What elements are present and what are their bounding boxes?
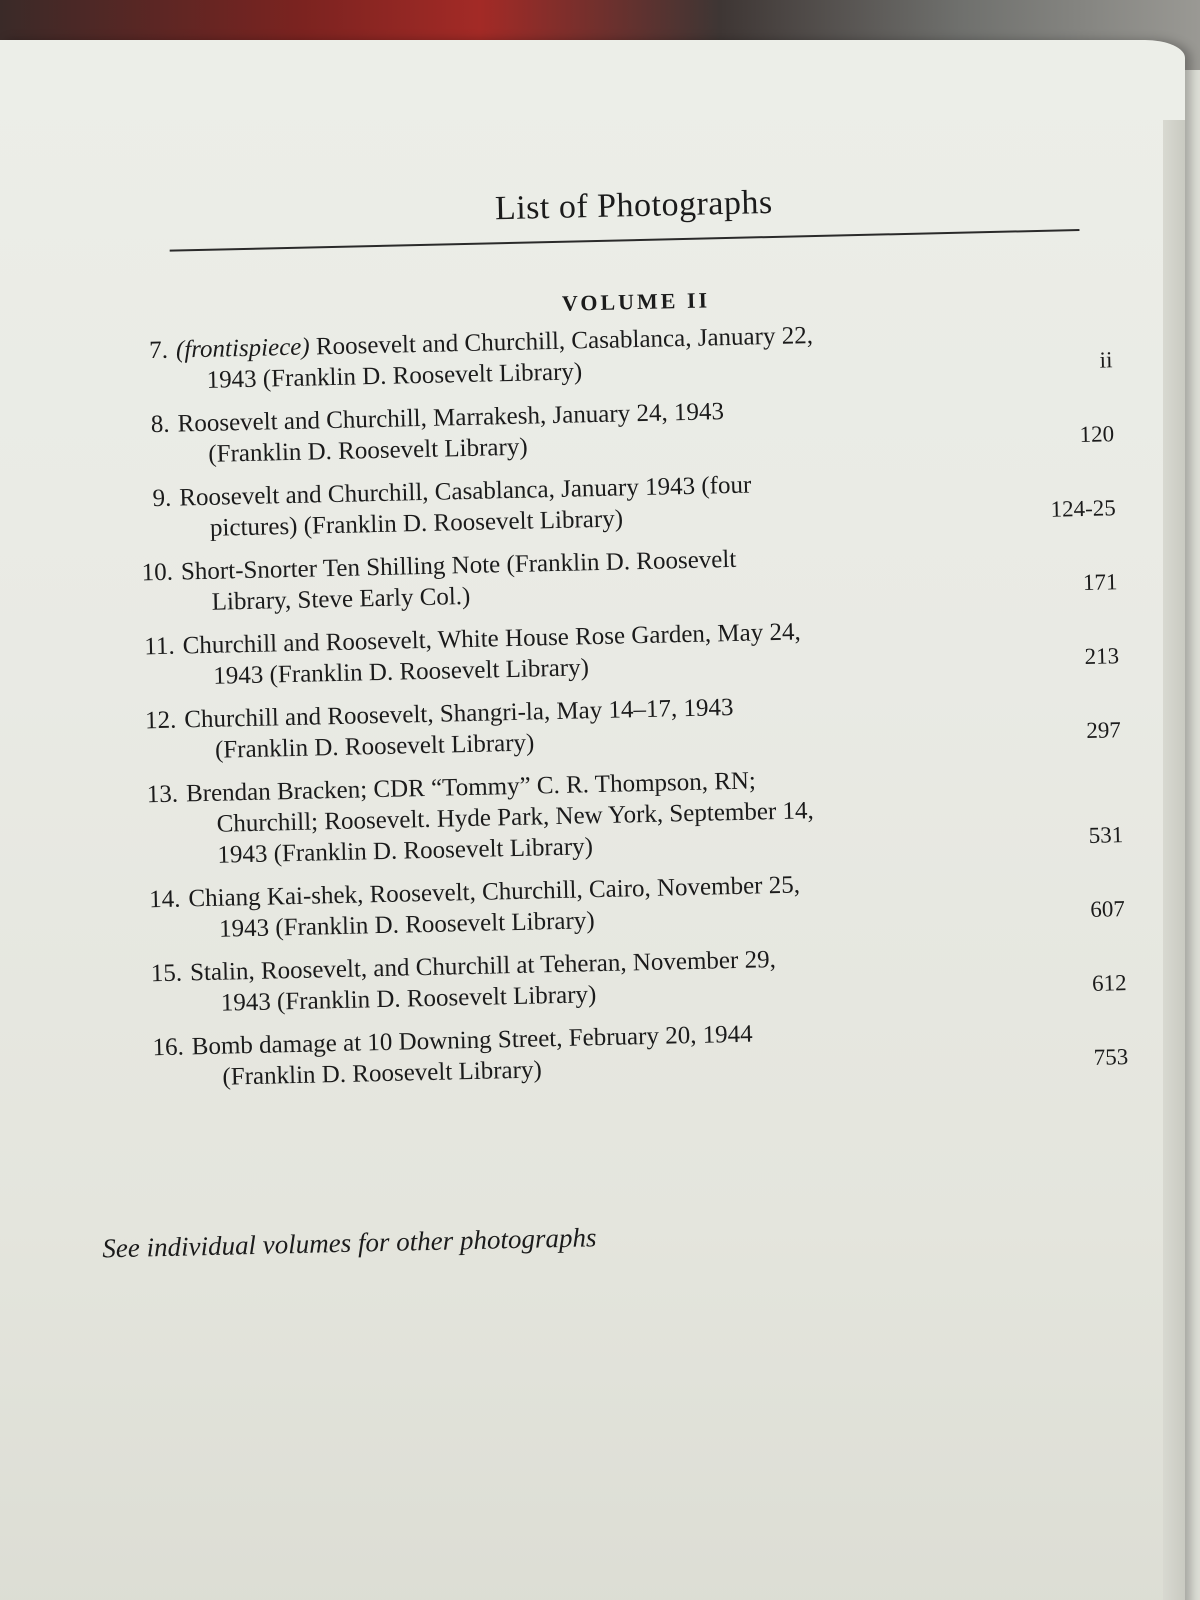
entry-line-2: 1943 (Franklin D. Roosevelt Library) [213,654,590,690]
list-item [126,936,1127,1021]
entry-line-1: Roosevelt and Churchill, Casablanca, January 22, [309,322,814,361]
entry-line-1: Churchill and Roosevelt, Shangri-la, May 14–17, 1943 [184,693,734,734]
list-item [127,1010,1128,1095]
entry-page-number: 120 [1079,421,1115,448]
entry-page-number: 124-25 [1050,495,1117,522]
entry-line-1: Brendan Bracken; CDR “Tommy” C. R. Thompson, RN; [185,767,757,808]
entry-line-2: (Franklin D. Roosevelt Library) [214,729,535,764]
entry-line-2: Library, Steve Early Col.) [211,582,471,616]
entry-number: 10. [141,558,174,587]
entry-line-2: 1943 (Franklin D. Roosevelt Library) [206,358,583,394]
entry-caption [175,390,998,471]
entry-line-1: Roosevelt and Churchill, Marrakesh, January 24, 1943 [177,398,725,438]
entry-number: 9. [152,484,172,513]
entry-line-3: 1943 (Franklin D. Roosevelt Library) [217,833,594,869]
entry-number: 8. [150,410,170,439]
entry-line-2: 1943 (Franklin D. Roosevelt Library) [220,981,597,1017]
list-item [124,862,1125,947]
entry-caption [174,316,997,397]
entry-page-number: ii [1099,347,1113,373]
photo-list [112,313,1129,1106]
entry-line-1: Stalin, Roosevelt, and Churchill at Teheran, November 29, [189,946,777,987]
entry-line-1: Short-Snorter Ten Shilling Note (Franklin D. Roosevelt [180,545,737,586]
entry-caption [179,538,1002,619]
list-item [112,313,1113,398]
volume-heading: VOLUME II [561,287,711,316]
entry-page-number: 531 [1088,822,1124,848]
entry-italic-prefix: (frontispiece) [175,333,310,364]
entry-caption [184,760,1008,872]
entry-line-2: (Franklin D. Roosevelt Library) [208,433,528,468]
entry-number: 11. [144,632,175,661]
entry-caption [182,686,1005,767]
list-item [115,461,1116,546]
footer-note: See individual volumes for other photographs [101,1222,597,1264]
entry-page-number: 213 [1084,643,1120,669]
entry-page-number: 753 [1093,1044,1129,1070]
entry-number: 16. [152,1033,185,1062]
entry-caption [186,865,1009,946]
entry-caption [188,939,1011,1020]
entry-line-1: Bomb damage at 10 Downing Street, February 20, 1944 [191,1020,753,1061]
entry-number: 12. [144,706,177,735]
entry-page-number: 171 [1082,569,1118,596]
entry-number: 15. [150,959,183,988]
list-item [120,683,1121,768]
entry-page-number: 607 [1090,896,1126,922]
entry-number: 7. [148,336,169,365]
entry-line-1: Roosevelt and Churchill, Casablanca, January 1943 (four [179,471,752,512]
entry-line-2: (Franklin D. Roosevelt Library) [222,1056,543,1091]
entry-line-1: Churchill and Roosevelt, White House Rose Garden, May 24, [182,618,802,660]
entry-caption [180,612,1003,693]
entry-caption [177,464,1000,545]
entry-line-2: Churchill; Roosevelt. Hyde Park, New York, September 14, [216,797,815,838]
entry-number: 13. [146,780,179,809]
list-item [113,387,1114,472]
entry-page-number: 612 [1091,970,1127,996]
entry-line-2: 1943 (Franklin D. Roosevelt Library) [218,907,595,943]
entry-line-1: Chiang Kai-shek, Roosevelt, Churchill, Cairo, November 25, [188,871,801,913]
list-item [118,609,1119,694]
list-item [117,535,1118,620]
list-item [122,757,1124,873]
entry-number: 14. [148,885,181,914]
entry-page-number: 297 [1086,717,1122,743]
entry-caption [189,1013,1012,1094]
page-title: List of Photographs [494,183,774,228]
entry-line-2: pictures) (Franklin D. Roosevelt Library) [209,505,624,542]
